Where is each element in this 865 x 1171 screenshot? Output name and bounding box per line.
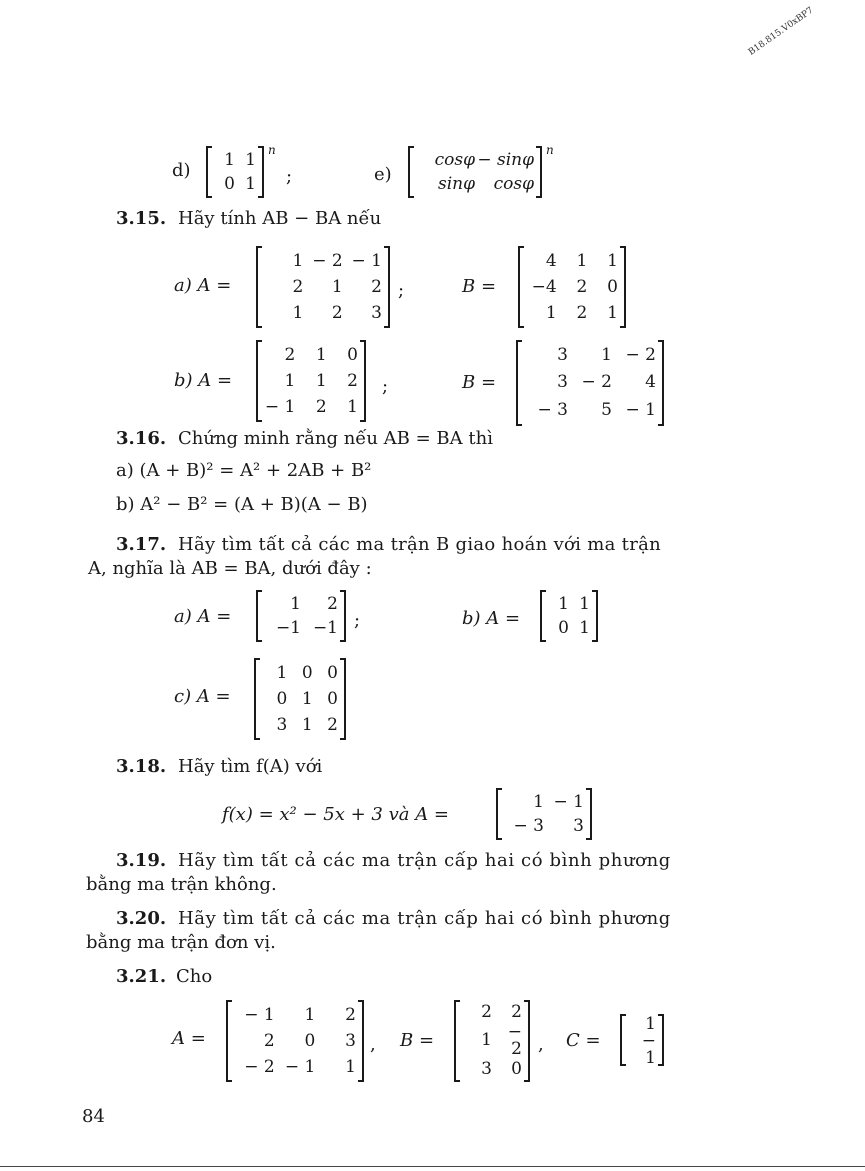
matrix-cell: 2 — [284, 344, 296, 365]
matrix-cell: − 1 — [244, 1004, 275, 1025]
matrix-cell: 0 — [511, 1059, 522, 1080]
matrix-cell: 1 — [301, 688, 313, 709]
matrix-cell: 1 — [545, 302, 557, 323]
p315-b-label: b) A = — [174, 370, 233, 391]
matrix-cell: 1 — [645, 1014, 656, 1034]
matrix-e — [408, 146, 542, 198]
sep-d: ; — [286, 166, 293, 187]
p315-a-B-label: B = — [462, 276, 497, 297]
matrix-cell: 2 — [576, 276, 588, 297]
p321-B-label: B = — [400, 1030, 435, 1051]
matrix-cell: − 1 — [264, 396, 296, 417]
problem-3-17-number: 3.17. — [116, 534, 167, 555]
matrix-cell: −4 — [531, 276, 557, 297]
p317-b-matrix — [540, 590, 598, 642]
matrix-cell: 0 — [301, 662, 313, 683]
matrix-cell: 4 — [545, 250, 557, 271]
matrix-cell: − 2 — [581, 372, 612, 393]
matrix-cell: − 1 — [641, 1031, 656, 1068]
matrix-cell: − 1 — [351, 250, 382, 271]
exp-e: n — [546, 143, 554, 157]
matrix-cell: 1 — [331, 276, 343, 297]
matrix-cell: − 1 — [625, 399, 656, 420]
matrix-cell: 2 — [371, 276, 382, 297]
matrix-cell: − sinφ — [477, 149, 534, 170]
problem-3-19-line1: Hãy tìm tất cả các ma trận cấp hai có bình phương — [178, 850, 671, 871]
matrix-cell: −1 — [275, 617, 301, 638]
matrix-cell: 1 — [576, 250, 588, 271]
matrix-cell: 1 — [245, 149, 256, 170]
problem-3-15-number: 3.15. — [116, 208, 167, 229]
matrix-cell: − 3 — [537, 399, 568, 420]
p321-B-sep: , — [538, 1034, 544, 1055]
p318-matrix — [496, 788, 592, 840]
p316-b: b) A² − B² = (A + B)(A − B) — [116, 494, 368, 515]
p321-matrix-C — [620, 1014, 664, 1066]
p315-a-matrix-B — [518, 246, 626, 328]
p317-a-label: a) A = — [174, 606, 232, 627]
matrix-cell: 2 — [345, 1004, 356, 1025]
matrix-cell: − 3 — [513, 815, 544, 836]
library-stamp: B18.815.V0xBP7 — [746, 5, 816, 58]
matrix-cell: − 1 — [553, 791, 584, 812]
matrix-cell: 3 — [573, 815, 584, 836]
matrix-cell: 0 — [224, 173, 235, 194]
matrix-cell: 1 — [579, 593, 590, 614]
problem-3-19-number: 3.19. — [116, 850, 167, 871]
matrix-cell: 2 — [263, 1030, 275, 1051]
problem-3-17-text-line1: Hãy tìm tất cả các ma trận B giao hoán với ma trận — [178, 534, 662, 555]
matrix-cell: 2 — [347, 370, 358, 391]
matrix-cell: 3 — [481, 1059, 492, 1080]
problem-3-16-number: 3.16. — [116, 428, 167, 449]
p317-a-sep: ; — [354, 610, 361, 631]
matrix-cell: 3 — [345, 1030, 356, 1051]
matrix-cell: − 2 — [244, 1056, 275, 1077]
page-bottom-rule — [0, 1166, 865, 1167]
matrix-cell: 3 — [557, 345, 568, 366]
matrix-cell: 4 — [645, 372, 656, 393]
matrix-cell: 5 — [601, 399, 612, 420]
p321-A-sep: , — [370, 1034, 376, 1055]
matrix-cell: 2 — [315, 396, 327, 417]
matrix-cell: − 1 — [284, 1056, 316, 1077]
matrix-cell: 1 — [601, 345, 612, 366]
problem-3-16-text: Chứng minh rằng nếu AB = BA thì — [178, 428, 493, 449]
matrix-cell: 1 — [301, 714, 313, 735]
problem-3-20-line1: Hãy tìm tất cả các ma trận cấp hai có bình phương — [178, 908, 671, 929]
matrix-cell: 2 — [331, 302, 343, 323]
matrix-cell: 0 — [327, 662, 338, 683]
problem-3-21-text: Cho — [176, 966, 213, 987]
page-number: 84 — [82, 1106, 105, 1127]
matrix-cell: 1 — [315, 344, 327, 365]
matrix-cell: 2 — [511, 1001, 522, 1022]
p317-c-matrix — [254, 658, 346, 740]
matrix-cell: 2 — [481, 1001, 492, 1022]
problem-3-18-number: 3.18. — [116, 756, 167, 777]
label-d: d) — [172, 160, 191, 181]
matrix-cell: 0 — [558, 617, 569, 638]
p321-matrix-B — [454, 1000, 530, 1082]
p317-a-matrix — [256, 590, 346, 642]
matrix-cell: 3 — [557, 372, 568, 393]
matrix-cell: 1 — [304, 1004, 316, 1025]
matrix-cell: 0 — [607, 276, 618, 297]
matrix-cell: − 2 — [312, 250, 343, 271]
problem-3-18-text: Hãy tìm f(A) với — [178, 756, 323, 777]
p315-a-label: a) A = — [174, 275, 232, 296]
matrix-cell: 1 — [315, 370, 327, 391]
matrix-cell: 2 — [327, 593, 338, 614]
matrix-cell: 1 — [481, 1030, 492, 1051]
matrix-cell: cosφ — [493, 173, 534, 194]
matrix-cell: 3 — [371, 302, 382, 323]
problem-3-17-text-line2: A, nghĩa là AB = BA, dưới đây : — [88, 558, 372, 579]
matrix-cell: 2 — [576, 302, 588, 323]
matrix-cell: 0 — [327, 688, 338, 709]
p315-a-sep: ; — [398, 280, 405, 301]
exp-d: n — [268, 143, 276, 157]
matrix-cell: 0 — [276, 688, 288, 709]
p315-b-B-label: B = — [462, 372, 497, 393]
matrix-cell: 1 — [292, 302, 304, 323]
matrix-cell: 0 — [304, 1030, 316, 1051]
matrix-cell: 1 — [533, 791, 544, 812]
matrix-cell: 1 — [558, 593, 569, 614]
matrix-cell: 2 — [327, 714, 338, 735]
label-e: e) — [374, 164, 392, 185]
matrix-cell: − 2 — [625, 345, 656, 366]
matrix-cell: 1 — [607, 250, 618, 271]
p315-a-matrix-A — [256, 246, 390, 328]
matrix-cell: 1 — [284, 370, 296, 391]
p321-A-label: A = — [172, 1028, 206, 1049]
matrix-cell: 1 — [290, 593, 301, 614]
matrix-cell: 1 — [224, 149, 235, 170]
matrix-cell: 1 — [276, 662, 288, 683]
matrix-cell: 2 — [292, 276, 304, 297]
matrix-cell: −1 — [312, 617, 338, 638]
p315-b-sep: ; — [382, 376, 389, 397]
matrix-d — [206, 146, 264, 198]
matrix-cell: 1 — [607, 302, 618, 323]
p321-C-label: C = — [566, 1030, 601, 1051]
matrix-cell: 1 — [245, 173, 256, 194]
matrix-cell: cosφ — [434, 149, 475, 170]
matrix-cell: − 2 — [507, 1021, 522, 1059]
problem-3-15-text: Hãy tính AB − BA nếu — [178, 208, 382, 229]
problem-3-20-number: 3.20. — [116, 908, 167, 929]
p321-matrix-A — [226, 1000, 364, 1082]
p318-formula: f(x) = x² − 5x + 3 và A = — [222, 804, 450, 825]
matrix-cell: 1 — [579, 617, 590, 638]
problem-3-19-line2: bằng ma trận không. — [86, 874, 277, 895]
p317-b-label: b) A = — [462, 608, 521, 629]
problem-3-21-number: 3.21. — [116, 966, 167, 987]
p315-b-matrix-B — [516, 340, 664, 426]
p317-c-label: c) A = — [174, 686, 231, 707]
matrix-cell: sinφ — [437, 173, 475, 194]
matrix-cell: 3 — [276, 714, 288, 735]
matrix-cell: 1 — [345, 1056, 356, 1077]
matrix-cell: 1 — [292, 250, 304, 271]
matrix-cell: 1 — [347, 396, 358, 417]
p315-b-matrix-A — [256, 340, 366, 422]
p316-a: a) (A + B)² = A² + 2AB + B² — [116, 460, 372, 481]
problem-3-20-line2: bằng ma trận đơn vị. — [86, 932, 276, 953]
matrix-cell: 0 — [347, 344, 358, 365]
